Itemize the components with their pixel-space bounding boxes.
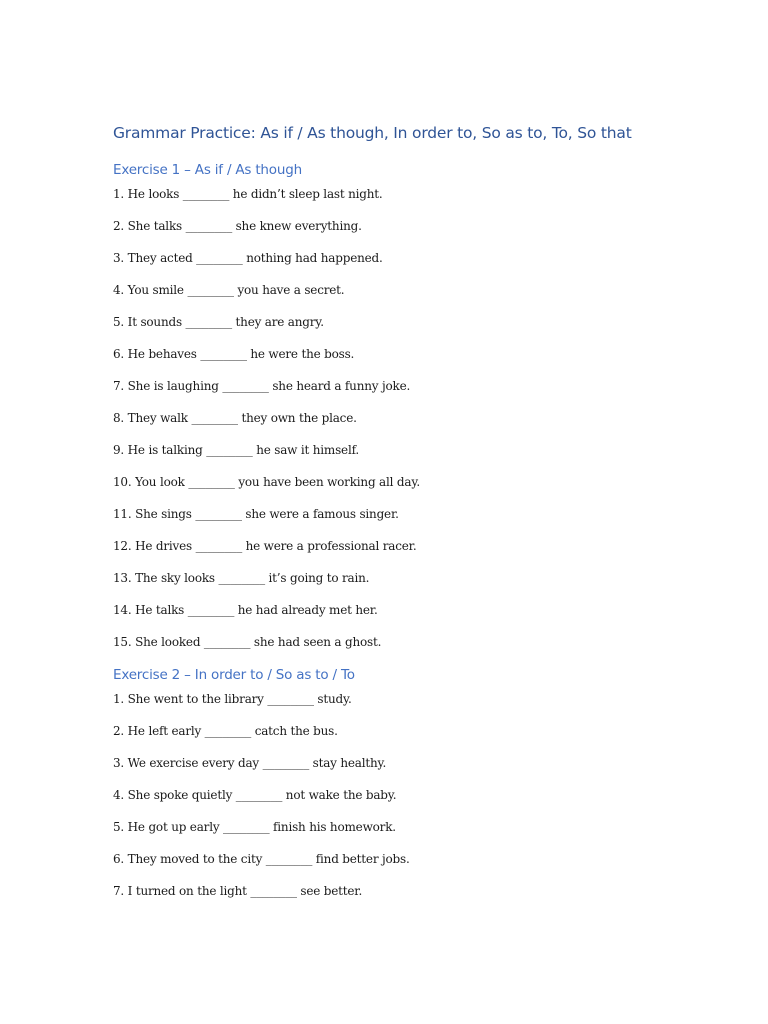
exercise-2-item: 3. We exercise every day ________ stay healthy.: [113, 756, 387, 770]
exercise-1-item: 8. They walk ________ they own the place.: [113, 411, 357, 425]
exercise-1-item: 13. The sky looks ________ it’s going to rain.: [113, 571, 370, 585]
exercise-2-item: 2. He left early ________ catch the bus.: [113, 724, 338, 738]
exercise-2-item: 1. She went to the library ________ study.: [113, 692, 352, 706]
exercise-1-item: 9. He is talking ________ he saw it himself.: [113, 443, 360, 457]
exercise-2-list: [113, 690, 410, 914]
exercise-1-item: 12. He drives ________ he were a professional racer.: [113, 539, 417, 553]
exercise-1-item: 15. She looked ________ she had seen a ghost.: [113, 635, 382, 649]
exercise-2-item: 7. I turned on the light ________ see better.: [113, 884, 363, 898]
exercise-1-item: 11. She sings ________ she were a famous singer.: [113, 507, 399, 521]
exercise-1-item: 14. He talks ________ he had already met her.: [113, 603, 378, 617]
exercise-1-item: 2. She talks ________ she knew everything.: [113, 219, 362, 233]
exercise-2-item: 4. She spoke quietly ________ not wake the baby.: [113, 788, 397, 802]
exercise-2-item: 6. They moved to the city ________ find better jobs.: [113, 852, 410, 866]
exercise-1-item: 7. She is laughing ________ she heard a funny joke.: [113, 379, 411, 393]
exercise-1-item: 5. It sounds ________ they are angry.: [113, 315, 324, 329]
exercise-1-heading: Exercise 1 – As if / As though: [113, 162, 302, 178]
exercise-1-list: [113, 185, 420, 665]
exercise-1-item: 10. You look ________ you have been working all day.: [113, 475, 420, 489]
exercise-2-heading: Exercise 2 – In order to / So as to / To: [113, 667, 355, 683]
exercise-1-item: 3. They acted ________ nothing had happened.: [113, 251, 383, 265]
exercise-1-item: 4. You smile ________ you have a secret.: [113, 283, 345, 297]
exercise-1-item: 1. He looks ________ he didn’t sleep last night.: [113, 187, 383, 201]
exercise-1-item: 6. He behaves ________ he were the boss.: [113, 347, 355, 361]
document-title: Grammar Practice: As if / As though, In order to, So as to, To, So that: [113, 124, 632, 142]
exercise-2-item: 5. He got up early ________ finish his homework.: [113, 820, 396, 834]
